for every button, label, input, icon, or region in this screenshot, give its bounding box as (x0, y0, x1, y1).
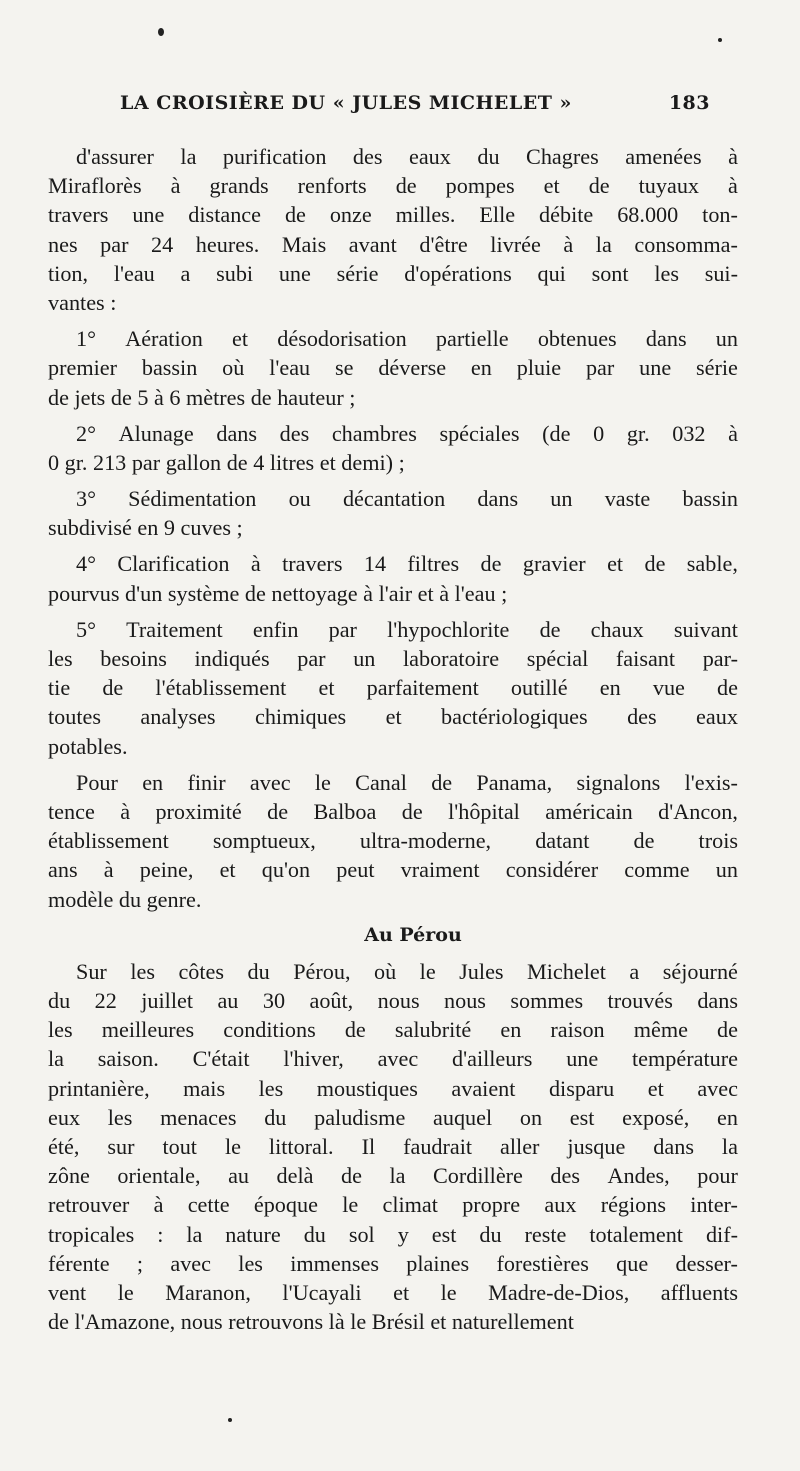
text-line: vantes : (48, 289, 117, 315)
text-line: potables. (48, 733, 128, 759)
running-header (120, 92, 710, 114)
text-line: férente ; avec les immenses plaines forestières que desser- (48, 1250, 738, 1276)
paragraph-gap (48, 542, 738, 549)
text-line: tion, l'eau a subi une série d'opérations qui sont les sui- (48, 260, 738, 286)
text-line: Sur les côtes du Pérou, où le Jules Michelet a séjourné (76, 958, 738, 984)
ink-speck (158, 28, 164, 36)
text-line: tence à proximité de Balboa de l'hôpital américain d'Ancon, (48, 798, 738, 824)
section-heading: Au Pérou (364, 923, 462, 946)
text-line: 5° Traitement enfin par l'hypochlorite de chaux suivant (76, 616, 738, 642)
text-line: 2° Alunage dans des chambres spéciales (de 0 gr. 032 à (76, 420, 738, 446)
text-line: tropicales : la nature du sol y est du reste totalement dif- (48, 1221, 738, 1247)
paragraph-gap (48, 608, 738, 615)
text-line: ans à peine, et qu'on peut vraiment considérer comme un (48, 857, 738, 883)
text-line: de l'Amazone, nous retrouvons là le Brésil et naturellement (48, 1309, 574, 1335)
paragraph-gap (48, 761, 738, 768)
text-line: les besoins indiqués par un laboratoire spécial faisant par- (48, 646, 738, 671)
text-line: Pour en finir avec le Canal de Panama, signalons l'exis- (76, 769, 738, 795)
text-line: de jets de 5 à 6 mètres de hauteur ; (48, 384, 356, 410)
paragraph-gap (48, 950, 738, 957)
text-line: 4° Clarification à travers 14 filtres de gravier et de sable, (76, 551, 738, 577)
text-line: vent le Maranon, l'Ucayali et le Madre-de-Dios, affluents (48, 1279, 738, 1305)
text-line: du 22 juillet au 30 août, nous nous sommes trouvés dans (48, 988, 738, 1014)
text-line: premier bassin où l'eau se déverse en pluie par une série (48, 355, 738, 381)
text-line: 0 gr. 213 par gallon de 4 litres et demi) ; (48, 449, 405, 475)
text-line: pourvus d'un système de nettoyage à l'air et à l'eau ; (48, 580, 508, 606)
text-line: établissement somptueux, ultra-moderne, datant de trois (48, 828, 738, 854)
body-text (48, 142, 738, 1336)
text-line: la saison. C'était l'hiver, avec d'ailleurs une température (48, 1046, 738, 1072)
text-line: toutes analyses chimiques et bactériologiques des eaux (48, 704, 738, 730)
text-line: 1° Aération et désodorisation partielle obtenues dans un (76, 326, 738, 352)
text-line: travers une distance de onze milles. Elle débite 68.000 ton- (48, 202, 738, 228)
text-line: nes par 24 heures. Mais avant d'être livrée à la consomma- (48, 231, 738, 257)
text-line: subdivisé en 9 cuves ; (48, 515, 243, 541)
text-line: modèle du genre. (48, 886, 202, 912)
text-line: d'assurer la purification des eaux du Chagres amenées à (76, 144, 738, 169)
text-line: tie de l'établissement et parfaitement outillé en vue de (48, 675, 738, 701)
running-title: LA CROISIÈRE DU « JULES MICHELET » (120, 92, 572, 114)
page-number: 183 (668, 92, 710, 114)
paragraph-gap (48, 477, 738, 484)
ink-speck (228, 1418, 232, 1422)
text-line: retrouver à cette époque le climat propre aux régions inter- (48, 1192, 738, 1218)
paragraph-gap (48, 914, 738, 921)
text-line: les meilleures conditions de salubrité en raison même de (48, 1017, 738, 1043)
text-line: printanière, mais les moustiques avaient disparu et avec (48, 1075, 738, 1101)
ink-speck (718, 38, 722, 42)
paragraph-gap (48, 412, 738, 419)
text-line: 3° Sédimentation ou décantation dans un vaste bassin (76, 486, 738, 512)
text-line: été, sur tout le littoral. Il faudrait aller jusque dans la (48, 1134, 738, 1159)
text-line: eux les menaces du paludisme auquel on est exposé, en (48, 1104, 738, 1130)
text-line: zône orientale, au delà de la Cordillère des Andes, pour (48, 1163, 738, 1189)
text-line: Miraflorès à grands renforts de pompes et de tuyaux à (48, 173, 738, 199)
paragraph-gap (48, 317, 738, 324)
